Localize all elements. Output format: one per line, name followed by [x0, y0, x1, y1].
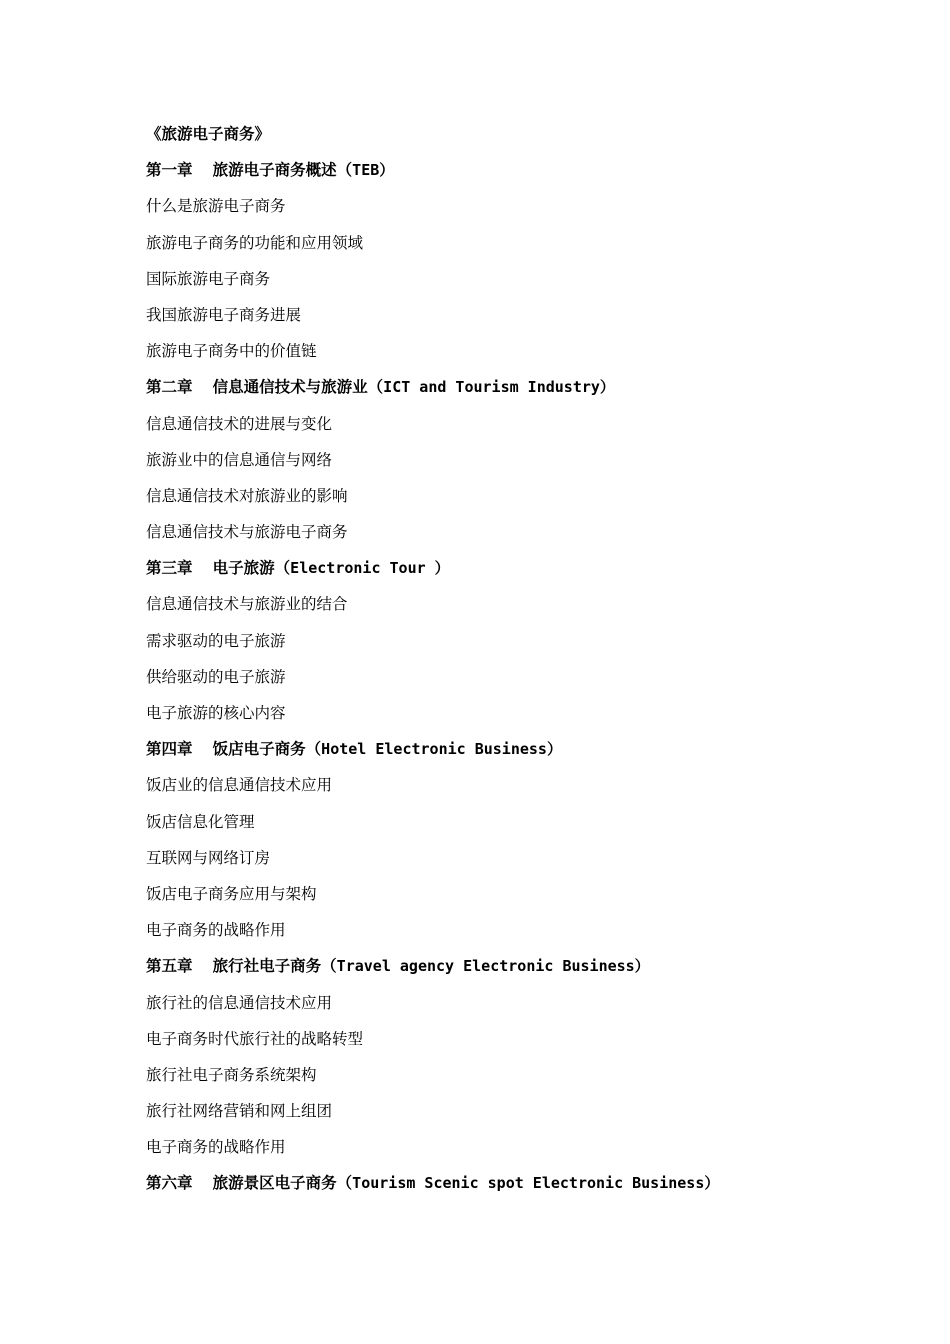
chapter-title-en: Hotel Electronic Business） [321, 740, 562, 759]
section-item: 旅游电子商务中的价值链 [146, 342, 317, 361]
chapter-heading [146, 1165, 906, 1201]
section-item: 互联网与网络订房 [146, 848, 271, 867]
section-item: 电子商务时代旅行社的战略转型 [146, 1029, 364, 1048]
section-item: 我国旅游电子商务进展 [146, 305, 302, 324]
section-item: 信息通信技术的进展与变化 [146, 414, 333, 433]
chapter-number: 第二章 [146, 378, 193, 397]
chapter-number: 第四章 [146, 740, 193, 759]
section-item: 国际旅游电子商务 [146, 269, 271, 288]
chapter-title-en: TEB） [352, 161, 395, 180]
section-item: 什么是旅游电子商务 [146, 197, 286, 216]
chapter-number: 第五章 [146, 957, 193, 976]
section-item: 电子商务的战略作用 [146, 1138, 286, 1157]
section-item: 供给驱动的电子旅游 [146, 667, 286, 686]
section-item: 需求驱动的电子旅游 [146, 631, 286, 650]
section-item: 电子旅游的核心内容 [146, 704, 286, 722]
chapter-heading [146, 550, 906, 586]
section-item: 信息通信技术与旅游业的结合 [146, 595, 348, 614]
chapter-title: 信息通信技术与旅游业（ [212, 378, 384, 397]
chapter-title-en: Tourism Scenic spot Electronic Business） [352, 1174, 720, 1193]
chapter-title: 旅游景区电子商务（ [212, 1174, 353, 1193]
chapter-heading [146, 369, 906, 405]
section-item: 信息通信技术与旅游电子商务 [146, 523, 348, 542]
chapter-number: 第一章 [146, 161, 193, 180]
chapter-title: 旅游电子商务概述（ [212, 161, 353, 180]
section-item: 旅游电子商务的功能和应用领域 [146, 233, 364, 252]
chapter-title: 电子旅游（ [212, 559, 291, 578]
chapter-heading [146, 152, 906, 188]
chapter-title-en: Electronic Tour ） [290, 559, 450, 578]
section-item: 旅行社的信息通信技术应用 [146, 993, 333, 1012]
section-item: 旅游业中的信息通信与网络 [146, 450, 333, 469]
chapter-title-en: Travel agency Electronic Business） [336, 957, 650, 976]
chapter-title: 旅行社电子商务（ [212, 957, 337, 976]
section-item: 饭店业的信息通信技术应用 [146, 776, 333, 795]
chapter-number: 第六章 [146, 1174, 193, 1193]
section-item: 旅行社电子商务系统架构 [146, 1065, 317, 1084]
chapter-number: 第三章 [146, 559, 193, 578]
section-item: 旅行社网络营销和网上组团 [146, 1102, 333, 1121]
chapter-heading [146, 731, 906, 767]
chapter-title: 饭店电子商务（ [212, 740, 322, 759]
section-item: 电子商务的战略作用 [146, 921, 286, 940]
document-content [146, 116, 906, 1202]
section-item: 信息通信技术对旅游业的影响 [146, 486, 348, 505]
section-item: 饭店电子商务应用与架构 [146, 884, 317, 903]
chapter-title-en: ICT and Tourism Industry） [383, 378, 615, 397]
chapter-heading [146, 948, 906, 984]
section-item: 饭店信息化管理 [146, 812, 255, 831]
document-title: 《旅游电子商务》 [146, 125, 271, 143]
